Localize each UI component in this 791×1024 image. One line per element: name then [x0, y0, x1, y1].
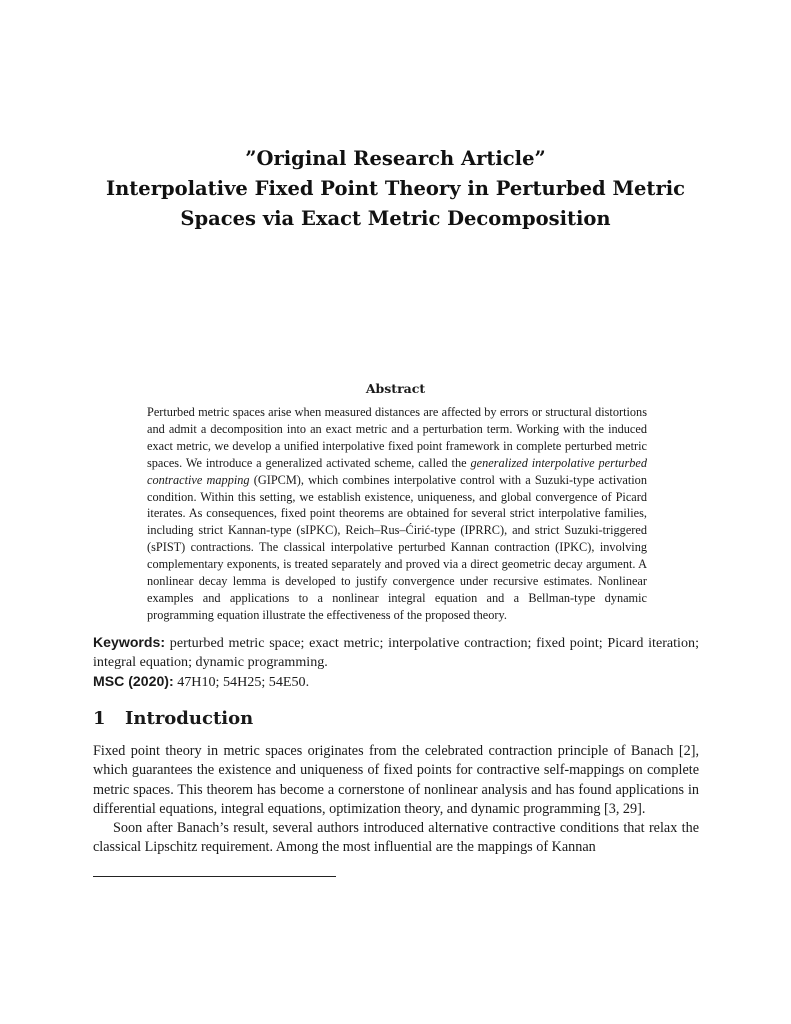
abstract-emphasis: generalized interpolative perturbed contractive mapping	[147, 455, 647, 487]
title-article-type: ”Original Research Article”	[245, 147, 546, 170]
footnote-rule	[93, 876, 336, 877]
abstract-body	[147, 404, 647, 624]
abstract-text-start: Perturbed metric spaces arise when measured distances are affected by errors or structural distortions and admit a decomposition into an exact metric and a perturbation term. Working with the induced exact metric, we develop a unified interpolative fixed point framework in complete perturbed metric spaces. We introduce a generalized activated scheme, called the	[147, 405, 647, 470]
abstract-text-end: (GIPCM), which combines interpolative control with a Suzuki-type activation condition. Within this setting, we establish existence, uniqueness, and global convergence of Picard iterates. As consequences, fixed point theorems are obtained for several strict interpolative families, including strict Kannan-type (sIPKC), Reich–Rus–Ćirić-type (IPRRC), and strict Suzuki-triggered (sPIST) contractions. The classical interpolative perturbed Kannan contraction (IPKC), involving complementary exponents, is treated separately and proved via a direct geometric decay argument. A nonlinear decay lemma is developed to justify convergence under recursive estimates. Nonlinear examples and applications to a nonlinear integral equation and a Bellman-type dynamic programming equation illustrate the effectiveness of the proposed theory.	[147, 472, 647, 622]
keywords-block	[93, 633, 699, 692]
title-line-1: Interpolative Fixed Point Theory in Perturbed Metric	[105, 177, 685, 200]
keywords-label: Keywords:	[93, 634, 166, 650]
introduction-body	[93, 742, 699, 858]
intro-paragraph-1: Fixed point theory in metric spaces originates from the celebrated contraction principle of Banach [2], which guarantees the existence and uniqueness of fixed points for contractive self-mappings on complete metric spaces. This theorem has become a cornerstone of nonlinear analysis and has found applications in differential equations, integral equations, optimization theory, and dynamic programming [3, 29].	[93, 743, 699, 817]
section-number: 1	[93, 708, 106, 729]
msc-line	[93, 672, 699, 692]
paper-title	[60, 144, 731, 234]
section-heading	[93, 708, 253, 729]
msc-label: MSC (2020):	[93, 673, 174, 689]
section-title: Introduction	[125, 708, 254, 729]
msc-text: 47H10; 54H25; 54E50.	[173, 674, 310, 690]
title-line-2: Spaces via Exact Metric Decomposition	[180, 207, 611, 230]
abstract-heading: Abstract	[365, 381, 426, 396]
intro-paragraph-2: Soon after Banach’s result, several authors introduced alternative contractive conditions that relax the classical Lipschitz requirement. Among the most influential are the mappings of Kannan	[93, 820, 699, 856]
keywords-text: perturbed metric space; exact metric; interpolative contraction; fixed point; Picard iteration; integral equation; dynamic programming.	[93, 635, 699, 670]
abstract-paragraph	[147, 404, 647, 624]
